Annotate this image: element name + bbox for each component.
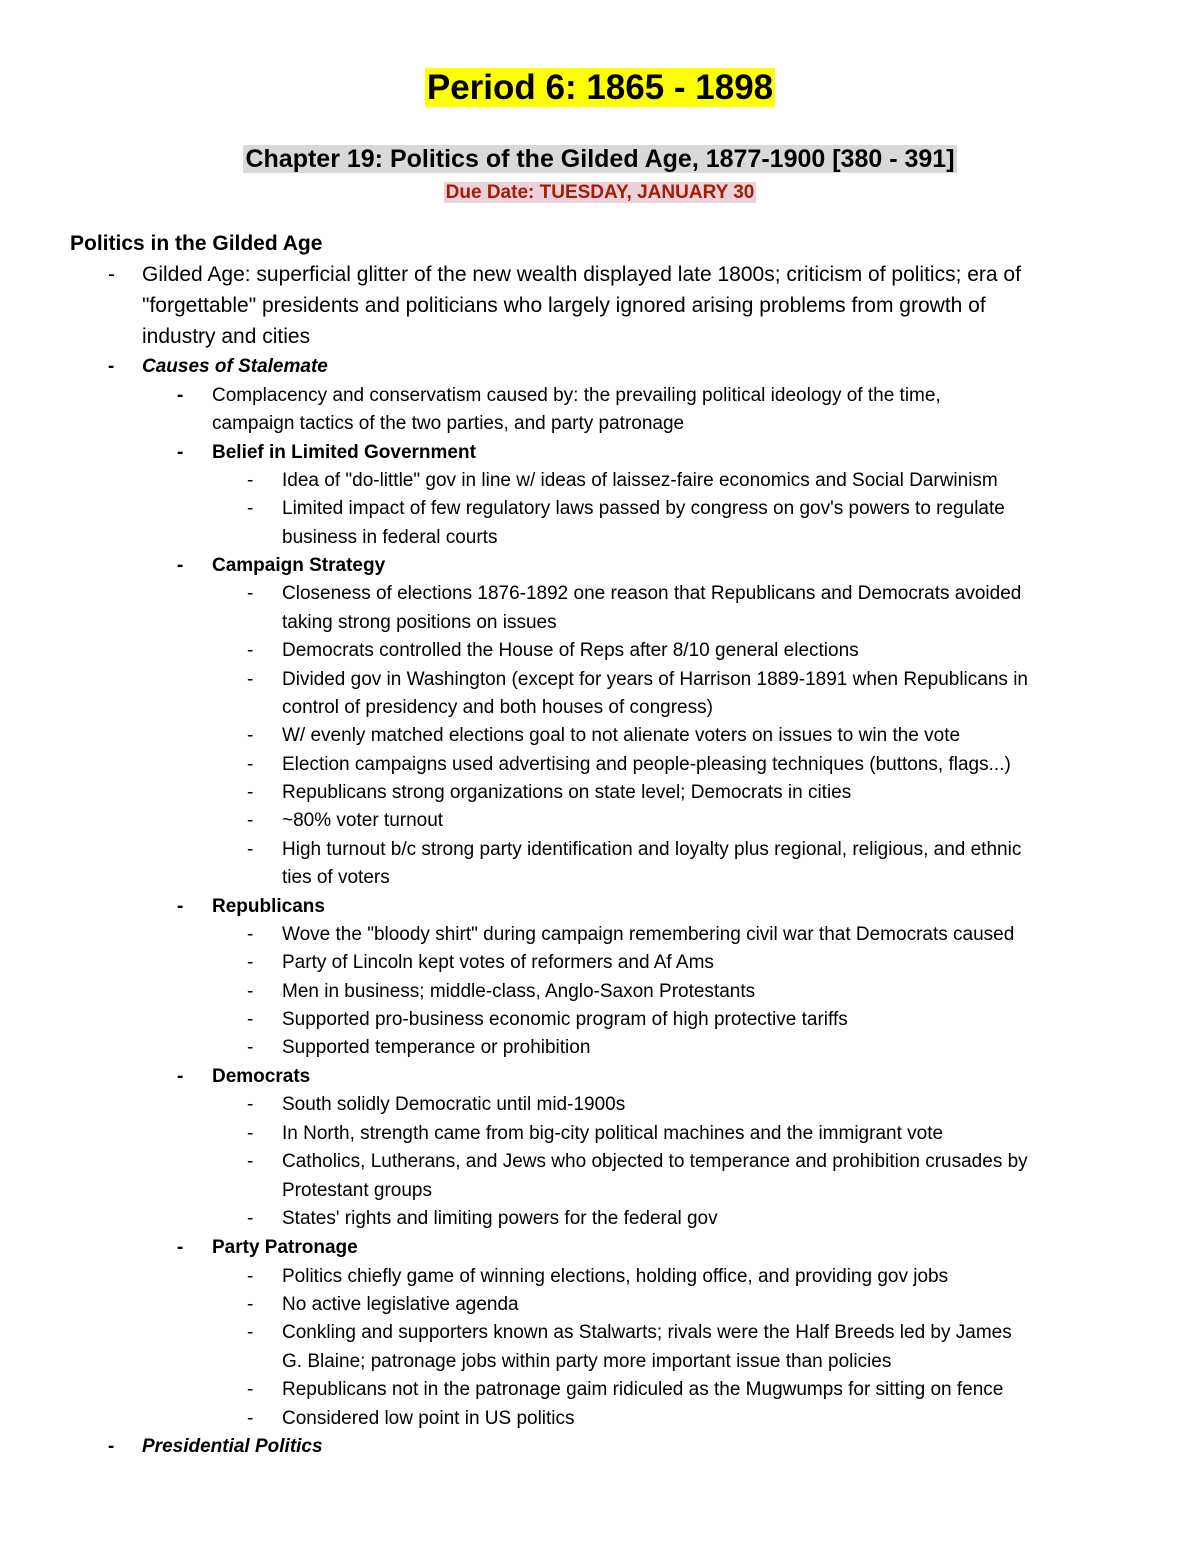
period-title: Period 6: 1865 - 1898 <box>426 68 774 107</box>
due-date: Due Date: TUESDAY, JANUARY 30 <box>445 182 755 203</box>
chapter-title: Chapter 19: Politics of the Gilded Age, 1877-1900 [380 - 391] <box>245 145 955 173</box>
section-title: Politics in the Gilded Age <box>70 232 323 255</box>
